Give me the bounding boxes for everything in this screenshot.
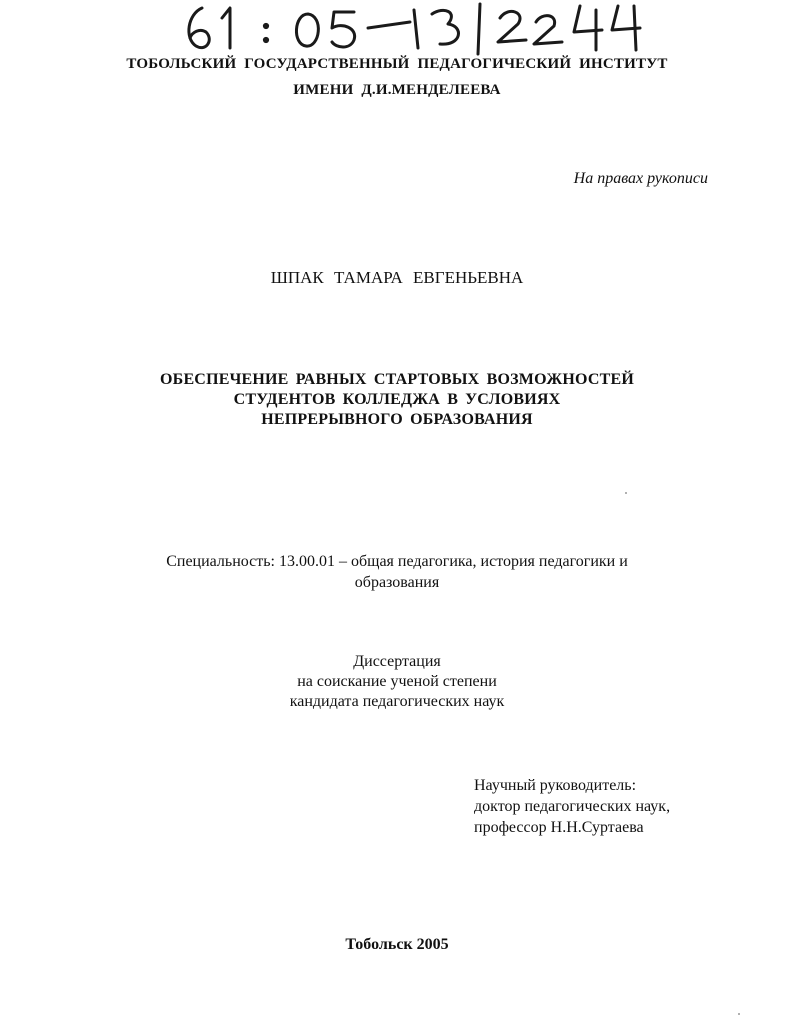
degree-line: на соискание ученой степени xyxy=(297,673,497,690)
scan-speck xyxy=(738,1013,740,1015)
institution-name-dedication: ИМЕНИ Д.И.МЕНДЕЛЕЕВА xyxy=(293,82,501,98)
handwritten-catalog-number-drawing xyxy=(178,0,648,56)
degree-line: кандидата педагогических наук xyxy=(289,693,505,710)
advisor-line: профессор Н.Н.Суртаева xyxy=(474,819,644,836)
specialty-block xyxy=(0,551,794,593)
dissertation-title xyxy=(0,370,794,430)
city-year: Тобольск 2005 xyxy=(345,936,449,953)
degree-line: Диссертация xyxy=(353,653,441,670)
handwritten-catalog-number xyxy=(178,0,648,56)
scan-speck xyxy=(625,492,627,494)
author-name: ШПАК ТАМАРА ЕВГЕНЬЕВНА xyxy=(270,268,524,287)
specialty-line: образования xyxy=(354,574,440,591)
dissertation-degree-block xyxy=(0,652,794,712)
dissertation-title-line: СТУДЕНТОВ КОЛЛЕДЖА В УСЛОВИЯХ xyxy=(233,391,561,408)
dissertation-title-line: ОБЕСПЕЧЕНИЕ РАВНЫХ СТАРТОВЫХ ВОЗМОЖНОСТЕЙ xyxy=(160,371,634,388)
advisor-line: Научный руководитель: xyxy=(474,777,637,794)
dissertation-title-line: НЕПРЕРЫВНОГО ОБРАЗОВАНИЯ xyxy=(261,411,533,428)
scientific-advisor-block xyxy=(474,775,670,838)
advisor-line: доктор педагогических наук, xyxy=(474,798,671,815)
institution-name: ТОБОЛЬСКИЙ ГОСУДАРСТВЕННЫЙ ПЕДАГОГИЧЕСКИЙ ИНСТИТУТ xyxy=(126,56,668,72)
specialty-line: Специальность: 13.00.01 – общая педагогика, история педагогики и xyxy=(166,553,628,570)
manuscript-rights-note: На правах рукописи xyxy=(573,170,708,187)
